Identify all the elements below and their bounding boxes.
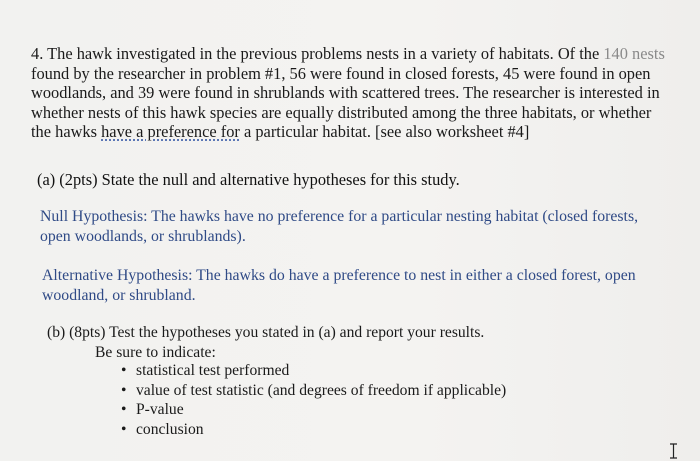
alternative-hypothesis-line-2: woodland, or shrubland. [42, 286, 196, 304]
null-hypothesis-line-1: Null Hypothesis: The hawks have no preference for a particular nesting habitat (closed forests, [40, 208, 639, 225]
problem-line-4: whether nests of this hawk species are equally distributed among the three habitats, or whether [31, 102, 652, 122]
null-hypothesis-answer [40, 207, 680, 246]
problem-line-5 [31, 122, 691, 142]
list-item: • statistical test performed [121, 361, 506, 381]
problem-line-1 [31, 44, 691, 64]
problem-line-2: found by the researcher in problem #1, 56 were found in closed forests, 45 were found in open [31, 63, 651, 83]
problem-text-1a: The hawk investigated in the previous problems nests in a variety of habitats. Of the [47, 44, 604, 63]
part-b [47, 323, 484, 362]
part-a-prompt: (a) (2pts) State the null and alternative hypotheses for this study. [37, 170, 460, 189]
problem-text-5a: the hawks [31, 122, 102, 141]
alternative-hypothesis-line-1: Alternative Hypothesis: The hawks do have a preference to nest in either a closed forest, open [42, 267, 636, 284]
underlined-phrase: have a preference for [101, 122, 240, 141]
problem-number: 4. [31, 44, 44, 63]
problem-statement [31, 44, 691, 142]
list-item: • value of test statistic (and degrees of freedom if applicable) [121, 381, 506, 401]
null-hypothesis-line-2: open woodlands, or shrublands). [40, 227, 246, 245]
list-item: • conclusion [121, 420, 506, 440]
problem-text-5b: a particular habitat. [see also worksheet #4] [239, 122, 530, 141]
part-b-prompt: (b) (8pts) Test the hypotheses you stated in (a) and report your results. [47, 324, 485, 341]
requirements-list [121, 361, 506, 439]
list-item: • P-value [121, 400, 506, 420]
text-cursor-icon [669, 443, 678, 459]
part-b-note: Be sure to indicate: [95, 343, 216, 361]
problem-line-3: woodlands, and 39 were found in shrublands with scattered trees. The researcher is interested in [31, 83, 660, 102]
problem-text-1b: nests [627, 44, 665, 63]
nest-total-light: 140 [603, 44, 628, 63]
alternative-hypothesis-answer [42, 266, 682, 305]
